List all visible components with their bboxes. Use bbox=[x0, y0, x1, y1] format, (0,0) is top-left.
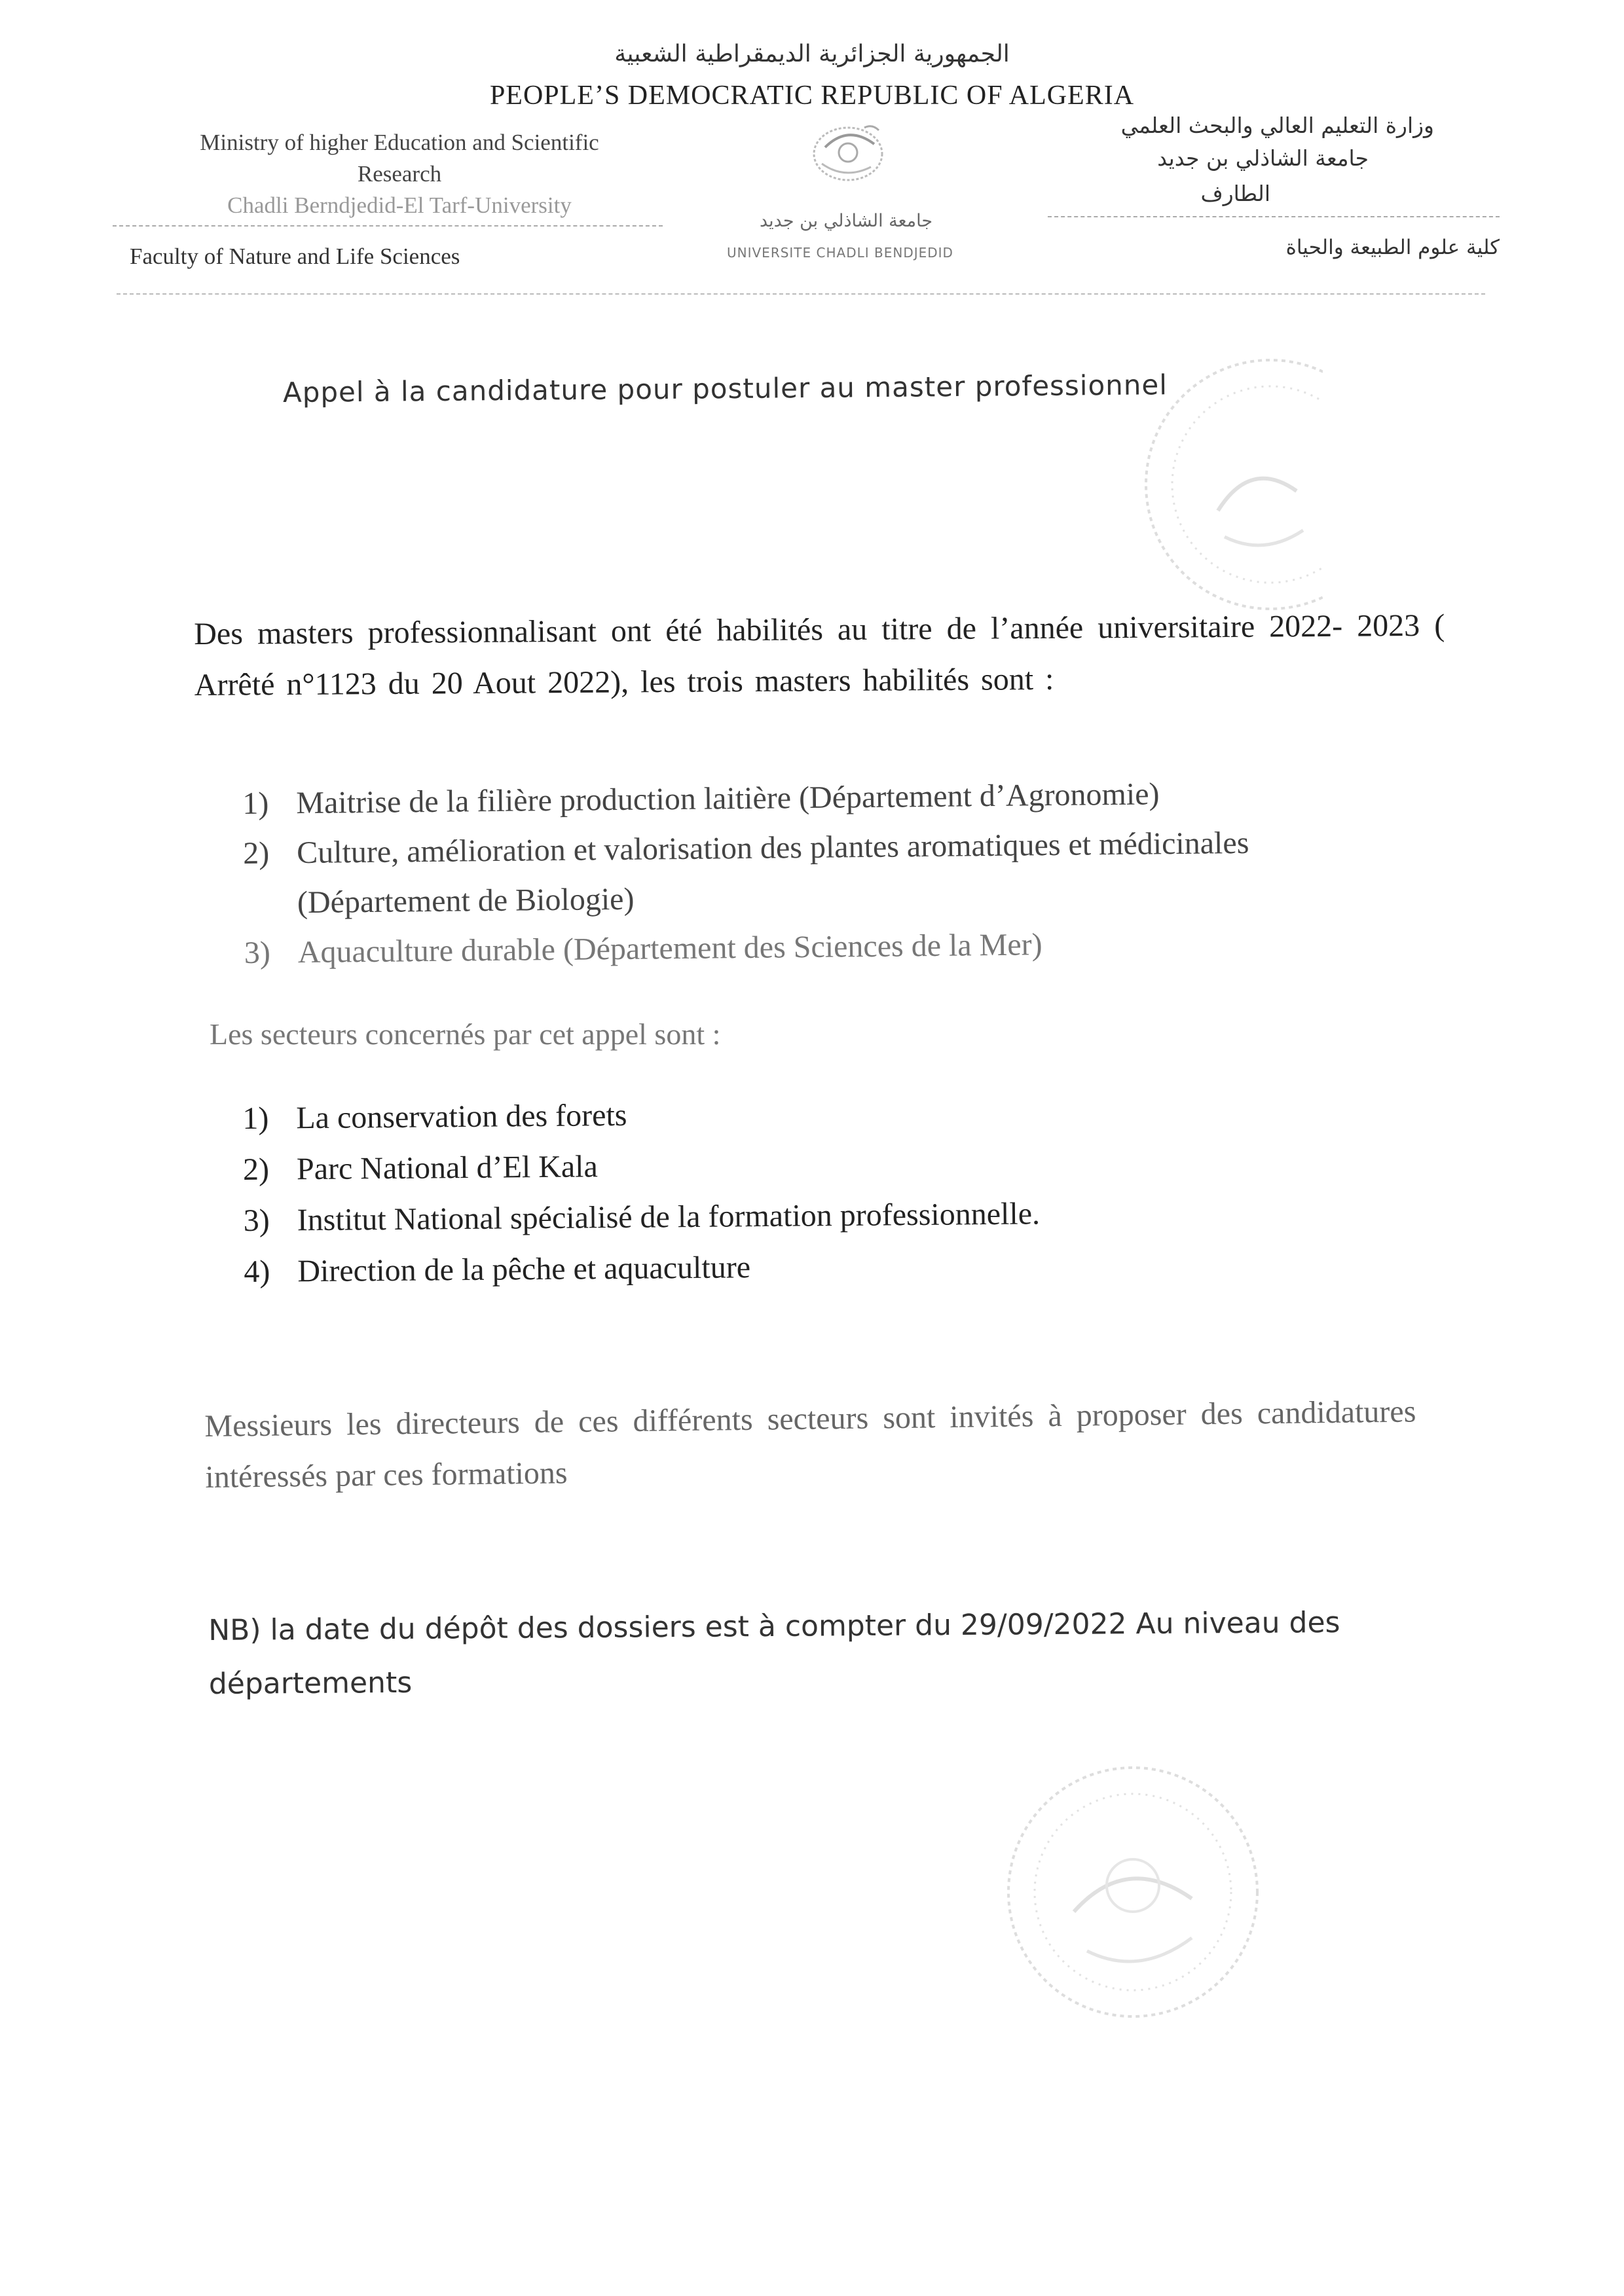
list-item bbox=[243, 1188, 1040, 1247]
intro-paragraph: Des masters professionnalisant ont été habilités au titre de l’année universitaire 2022- 2023 ( Arrêté n°1123 du 20 Aout 2022), les trois masters habilités sont : bbox=[194, 608, 1445, 702]
arabic-republic-title: الجمهورية الجزائرية الديمقراطية الشعبية bbox=[614, 41, 1010, 67]
list-item-number: 1) bbox=[242, 1101, 269, 1136]
ministry-name-line1: Ministry of higher Education and Scientific bbox=[200, 130, 599, 155]
university-name-en: Chadli Berndjedid-El Tarf-University bbox=[227, 192, 572, 218]
faculty-name-en: Faculty of Nature and Life Sciences bbox=[130, 244, 460, 269]
faculty-name-ar: كلية علوم الطبيعة والحياة bbox=[1285, 236, 1500, 259]
list-item-number: 2) bbox=[242, 1152, 270, 1187]
sectors-list bbox=[242, 1086, 1041, 1298]
list-item-number: 3) bbox=[244, 935, 271, 970]
ministry-name-ar: وزارة التعليم العالي والبحث العلمي bbox=[1120, 113, 1434, 138]
sectors-intro: Les secteurs concernés par cet appel sont : bbox=[210, 1017, 721, 1051]
university-name-ar: جامعة الشاذلي بن جديد bbox=[1157, 145, 1369, 171]
list-item bbox=[243, 1137, 1040, 1195]
header-bottom-divider bbox=[117, 293, 1485, 295]
list-item-number: 1) bbox=[242, 786, 269, 821]
republic-title: PEOPLE’S DEMOCRATIC REPUBLIC OF ALGERIA bbox=[489, 81, 1135, 111]
list-item-number: 4) bbox=[244, 1254, 270, 1289]
list-item-text: Institut National spécialisé de la formation professionnelle. bbox=[297, 1196, 1041, 1238]
masters-list bbox=[242, 767, 1464, 978]
document-title: Appel à la candidature pour postuler au master professionnel bbox=[282, 369, 1168, 409]
stamp-bottom-icon bbox=[995, 1755, 1270, 2030]
header-divider-left bbox=[113, 225, 663, 227]
wilaya-name-ar: الطارف bbox=[1200, 181, 1270, 206]
logo-caption: UNIVERSITE CHADLI BENDJEDID bbox=[727, 245, 953, 261]
ministry-name-line2: Research bbox=[357, 161, 442, 187]
list-item-text: Aquaculture durable (Département des Sciences de la Mer) bbox=[297, 927, 1043, 970]
nb-paragraph: NB) la date du dépôt des dossiers est à compter du 29/09/2022 Au niveau des départements bbox=[208, 1605, 1340, 1701]
stamp-top-icon bbox=[1126, 340, 1323, 629]
list-item-text: Parc National d’El Kala bbox=[296, 1149, 599, 1187]
list-item-text: Direction de la pêche et aquaculture bbox=[297, 1250, 751, 1289]
invitation-paragraph: Messieurs les directeurs de ces différents secteurs sont invités à proposer des candidatures intéressés par ces formations bbox=[204, 1394, 1416, 1495]
list-item-number: 3) bbox=[243, 1203, 270, 1238]
list-item-text: Maitrise de la filière production laitière (Département d’Agronomie) bbox=[296, 776, 1160, 821]
logo-signature-ar: جامعة الشاذلي بن جديد bbox=[760, 211, 933, 231]
header-divider-right bbox=[1048, 216, 1500, 217]
list-item-text: La conservation des forets bbox=[296, 1097, 627, 1136]
list-item bbox=[242, 1086, 1039, 1144]
list-item bbox=[243, 818, 1313, 928]
list-item-text: Culture, amélioration et valorisation des plantes aromatiques et médicinales (Département de Biologie) bbox=[296, 825, 1249, 920]
list-item-number: 2) bbox=[242, 835, 270, 871]
list-item bbox=[244, 1239, 1041, 1298]
university-logo-icon bbox=[786, 108, 910, 206]
